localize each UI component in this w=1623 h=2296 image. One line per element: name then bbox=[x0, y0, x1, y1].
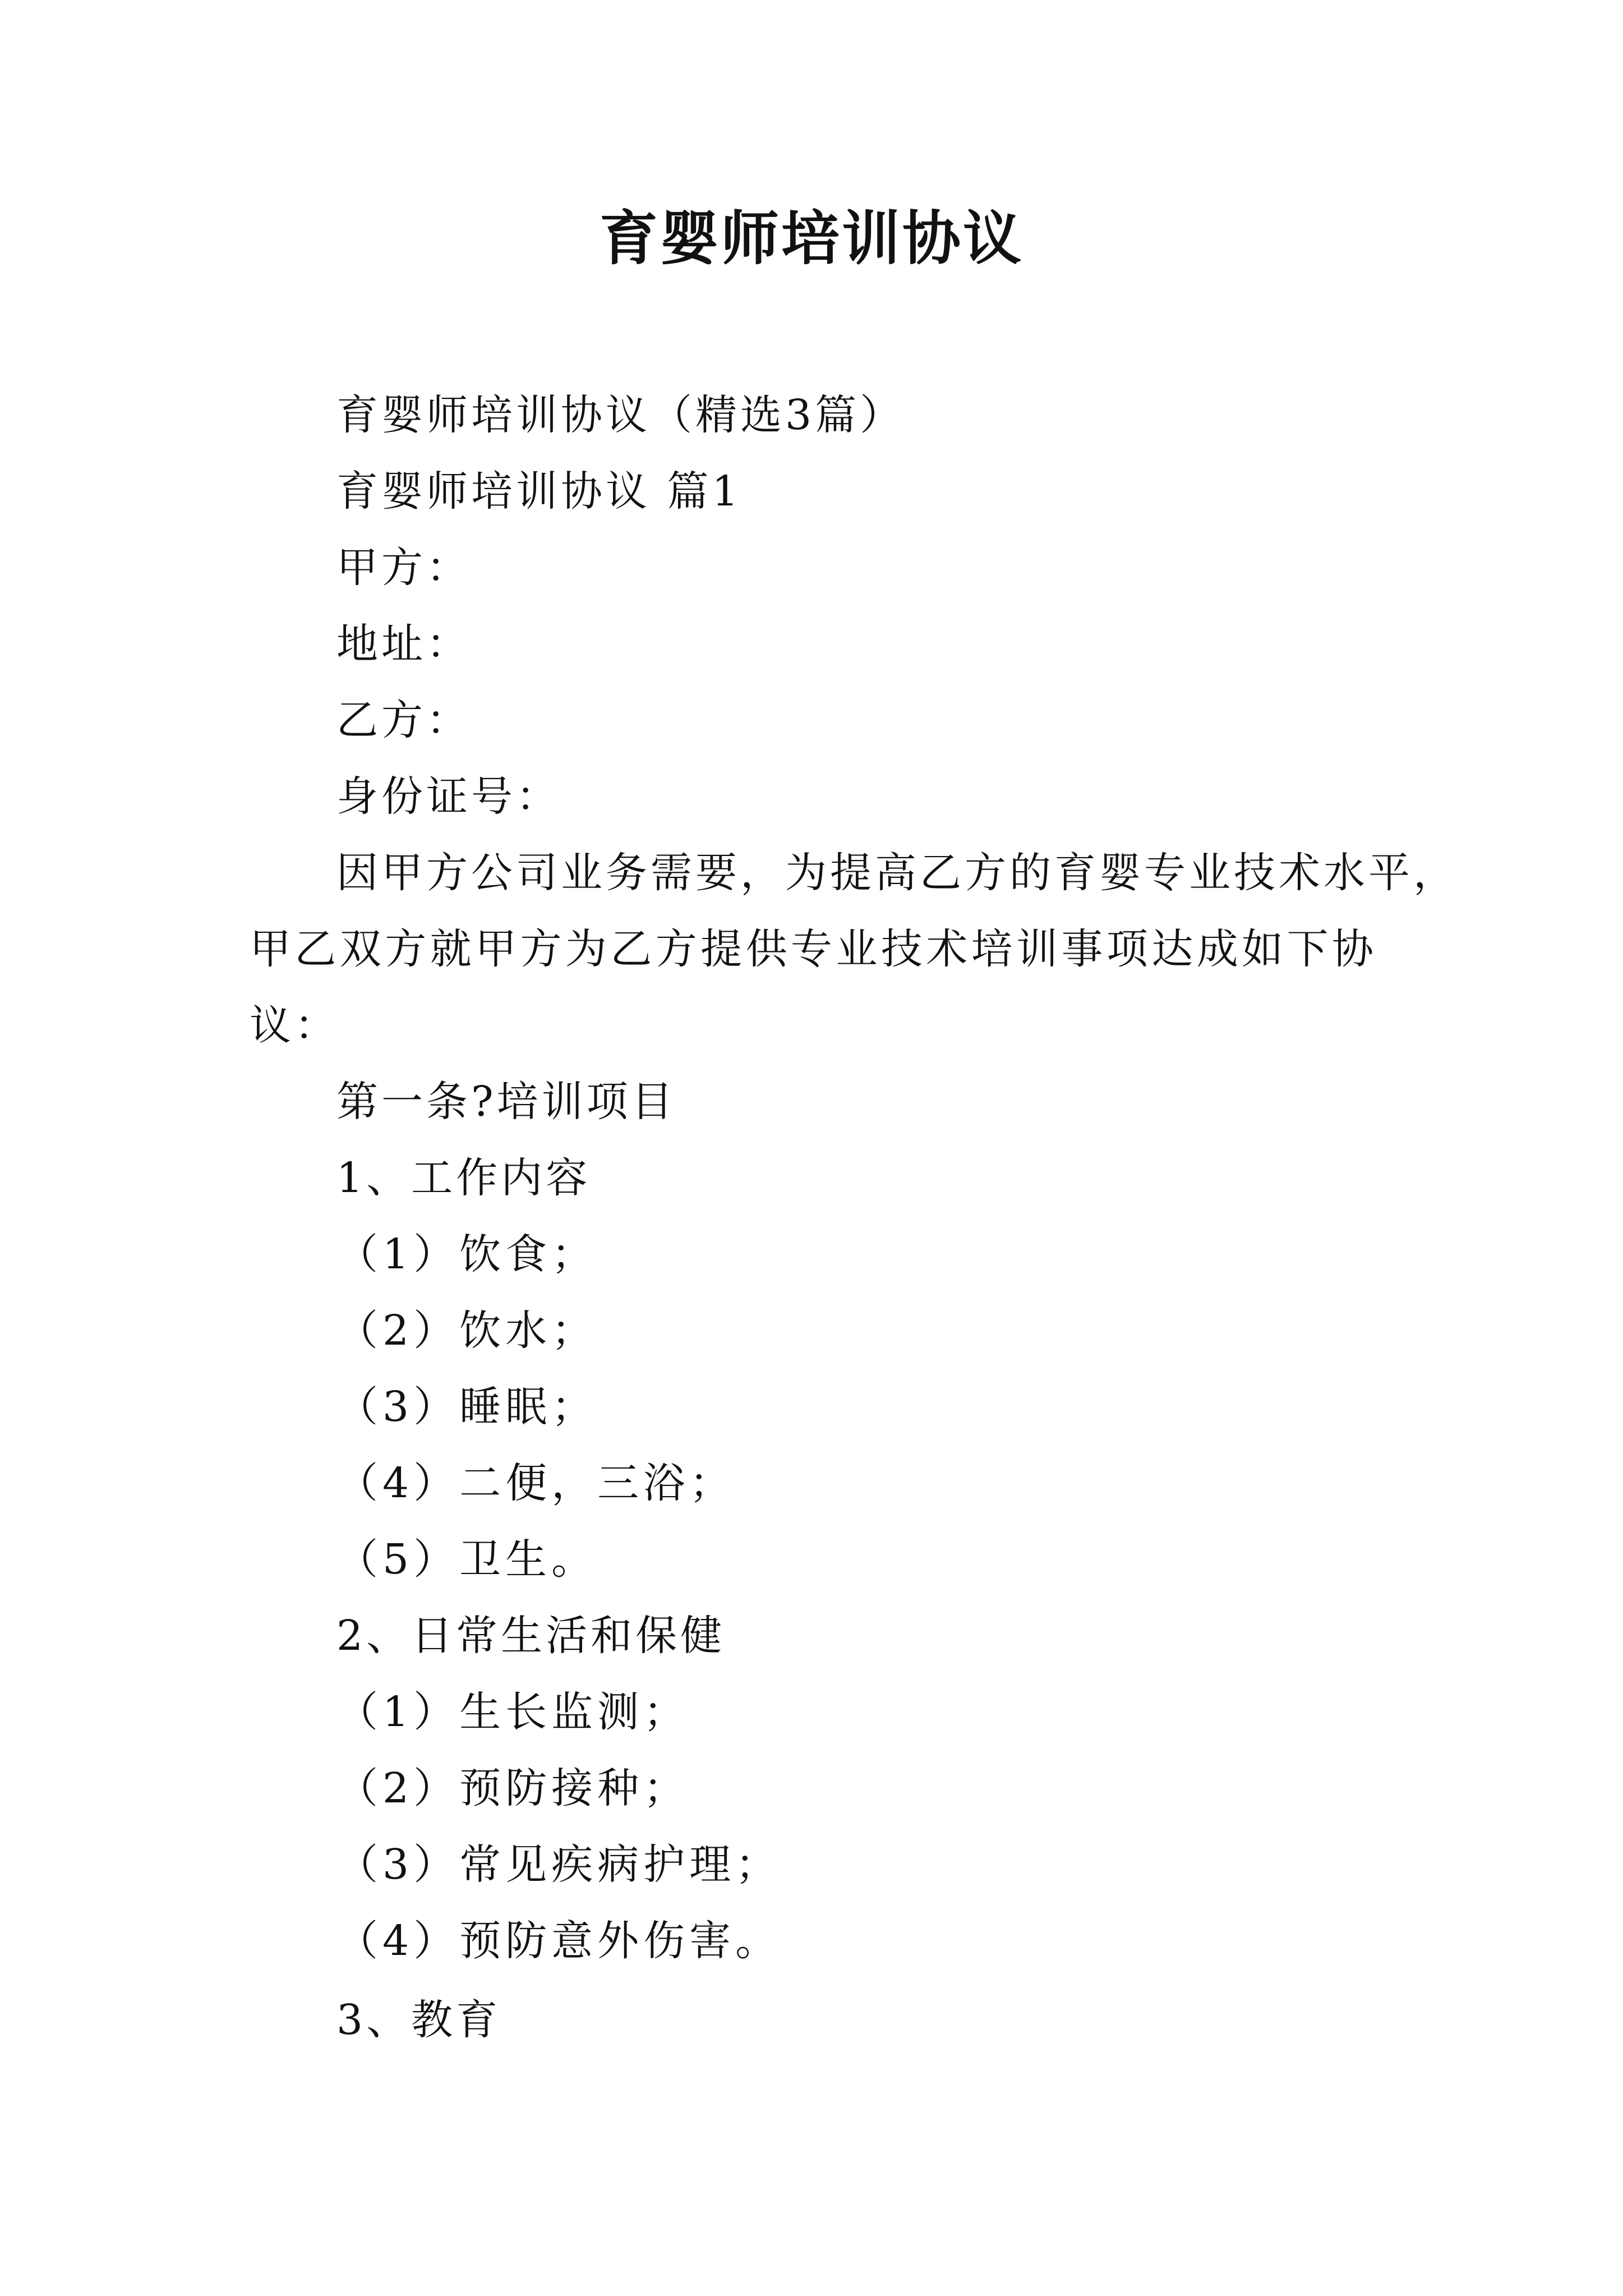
list-item: （3）睡眠； bbox=[336, 1383, 598, 1431]
list-item: （1）饮食； bbox=[336, 1230, 598, 1278]
section-3-heading: 3、教育 bbox=[336, 1996, 501, 2044]
list-item: （3）常见疾病护理； bbox=[336, 1841, 782, 1889]
section-2-heading: 2、日常生活和保健 bbox=[336, 1612, 726, 1660]
intro-paragraph-line-2: 甲乙双方就甲方为乙方提供专业技术培训事项达成如下协 bbox=[250, 925, 1377, 973]
party-a-field: 甲方： bbox=[336, 544, 471, 592]
part-heading: 育婴师培训协议 篇1 bbox=[336, 467, 742, 516]
list-item: （2）预防接种； bbox=[336, 1764, 690, 1812]
article-1-heading: 第一条?培训项目 bbox=[336, 1078, 676, 1126]
list-item: （5）卫生。 bbox=[336, 1535, 598, 1584]
party-b-field: 乙方： bbox=[336, 696, 471, 744]
list-item: （1）生长监测； bbox=[336, 1688, 690, 1736]
intro-paragraph-line-3: 议： bbox=[250, 1001, 339, 1050]
section-1-heading: 1、工作内容 bbox=[336, 1154, 591, 1202]
document-title: 育婴师培训协议 bbox=[599, 204, 1023, 273]
document-subtitle: 育婴师培训协议（精选3篇） bbox=[336, 391, 905, 439]
list-item: （2）饮水； bbox=[336, 1306, 598, 1355]
address-field: 地址： bbox=[336, 620, 471, 668]
id-number-field: 身份证号： bbox=[336, 772, 561, 821]
list-item: （4）二便，三浴； bbox=[336, 1459, 736, 1507]
intro-paragraph-line-1: 因甲方公司业务需要，为提高乙方的育婴专业技术水平， bbox=[336, 849, 1458, 897]
list-item: （4）预防意外伤害。 bbox=[336, 1917, 782, 1965]
